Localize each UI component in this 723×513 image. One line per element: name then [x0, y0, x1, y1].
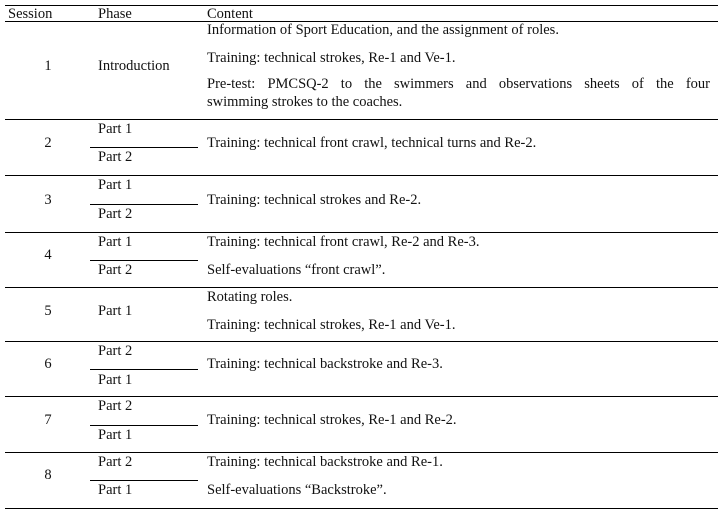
phase-label: Part 2	[98, 398, 133, 414]
row-separator	[5, 341, 718, 342]
row-separator	[5, 396, 718, 397]
phase-divider	[90, 369, 198, 370]
phase-divider	[90, 147, 198, 148]
session-number: 4	[44, 247, 52, 263]
content-line: Self-evaluations “Backstroke”.	[207, 482, 387, 498]
phase-label: Part 1	[98, 121, 133, 137]
content-line: Information of Sport Education, and the assignment of roles.	[207, 22, 559, 38]
phase-divider	[90, 204, 198, 205]
phase-label: Part 2	[98, 343, 133, 359]
session-number: 1	[44, 58, 52, 74]
phase-divider	[90, 480, 198, 481]
content-line: Pre-test: PMCSQ-2 to the swimmers and observations sheets of the four	[207, 76, 710, 92]
row-separator	[5, 232, 718, 233]
phase-label: Introduction	[98, 58, 170, 74]
session-number: 7	[44, 412, 52, 428]
session-number: 8	[44, 467, 52, 483]
session-number: 6	[44, 356, 52, 372]
phase-label: Part 1	[98, 372, 133, 388]
header-phase: Phase	[98, 6, 132, 22]
row-separator	[5, 452, 718, 453]
session-number: 2	[44, 135, 52, 151]
phase-label: Part 1	[98, 427, 133, 443]
phase-label: Part 2	[98, 149, 133, 165]
phase-label: Part 1	[98, 303, 133, 319]
phase-label: Part 1	[98, 234, 133, 250]
phase-divider	[90, 260, 198, 261]
phase-label: Part 2	[98, 206, 133, 222]
phase-label: Part 2	[98, 262, 133, 278]
content-line: Training: technical front crawl, Re-2 and Re-3.	[207, 234, 480, 250]
phase-label: Part 1	[98, 177, 133, 193]
content-line: Self-evaluations “front crawl”.	[207, 262, 386, 278]
table-bottom-rule	[5, 508, 718, 509]
phase-divider	[90, 425, 198, 426]
header-content: Content	[207, 6, 253, 22]
session-number: 5	[44, 303, 52, 319]
content-line: Training: technical strokes and Re-2.	[207, 192, 422, 208]
content-line: swimming strokes to the coaches.	[207, 94, 403, 110]
content-line: Training: technical strokes, Re-1 and Re-2.	[207, 412, 457, 428]
row-separator	[5, 287, 718, 288]
content-line: Training: technical backstroke and Re-3.	[207, 356, 443, 372]
row-separator	[5, 175, 718, 176]
content-line: Training: technical strokes, Re-1 and Ve-1.	[207, 50, 456, 66]
session-number: 3	[44, 192, 52, 208]
content-line: Training: technical backstroke and Re-1.	[207, 454, 443, 470]
content-line: Training: technical front crawl, technical turns and Re-2.	[207, 135, 537, 151]
row-separator	[5, 119, 718, 120]
phase-label: Part 2	[98, 454, 133, 470]
header-session: Session	[8, 6, 53, 22]
content-line: Rotating roles.	[207, 289, 293, 305]
content-line: Training: technical strokes, Re-1 and Ve-1.	[207, 317, 456, 333]
phase-label: Part 1	[98, 482, 133, 498]
